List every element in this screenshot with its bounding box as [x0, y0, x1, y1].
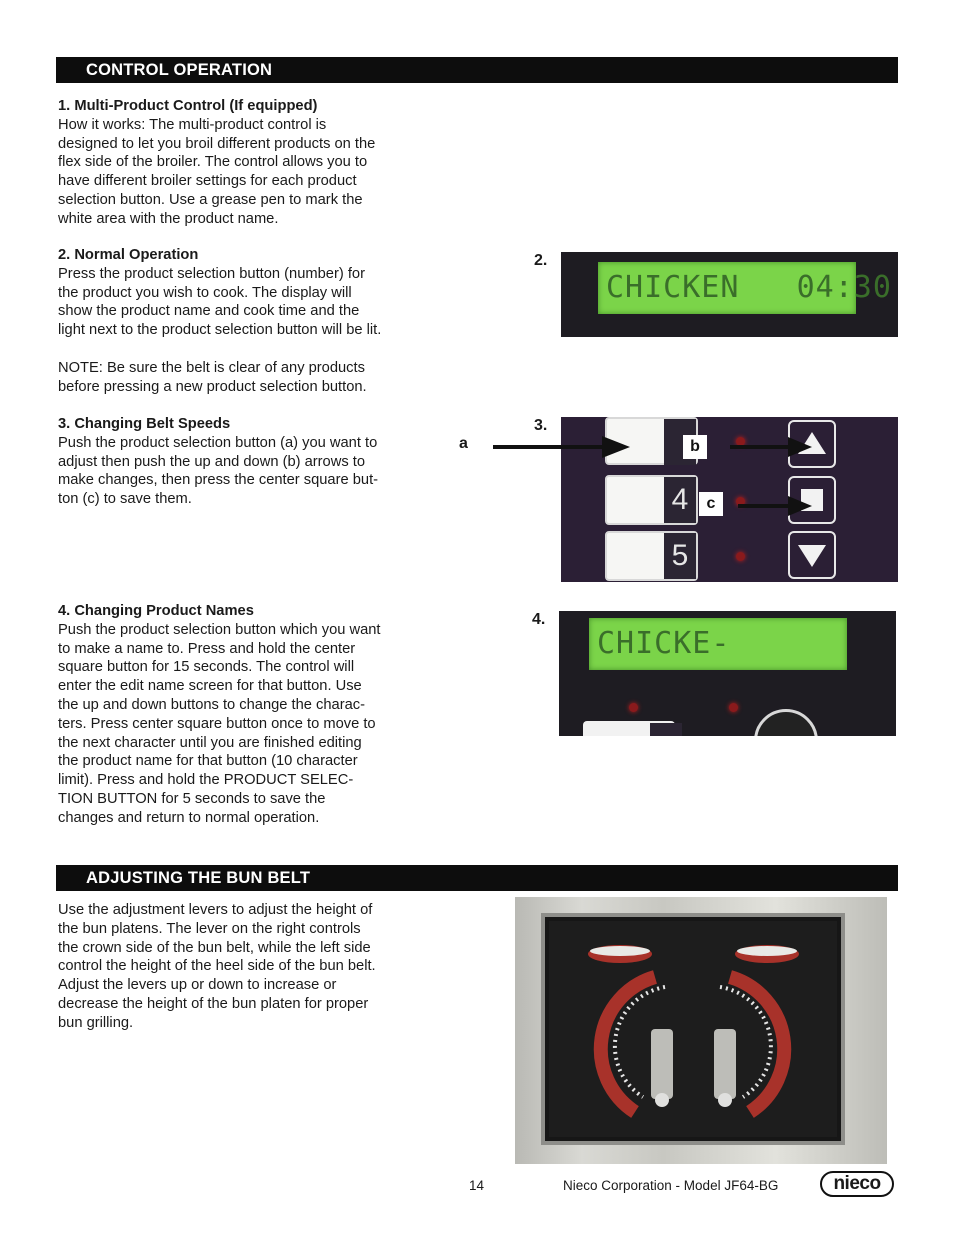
- footer-company-model: Nieco Corporation - Model JF64-BG: [563, 1178, 779, 1193]
- item-heading: 2. Normal Operation: [58, 247, 199, 263]
- item-changing-product-names: [58, 602, 410, 828]
- section-header-adjusting-bun-belt: [56, 865, 898, 891]
- indicator-led: [629, 703, 638, 712]
- item-normal-operation: [58, 246, 410, 396]
- nieco-logo: [820, 1171, 894, 1197]
- indicator-led: [729, 703, 738, 712]
- bun-belt-body: Use the adjustment levers to adjust the height of the bun platens. The lever on the right controls the crown side of the bun belt, while the left side control the height of the heel side of the bun belt. Adjust the levers up or down to increase or decrease the height of the bun platen for proper bun grilling.: [58, 902, 376, 1031]
- lcd-screen: [598, 262, 892, 314]
- callout-c-box: c: [699, 492, 723, 516]
- figure-number-3: 3.: [534, 417, 548, 434]
- item-body: Push the product selection button which you want to make a name to. Press and hold the center square button for 15 seconds. The control will enter the edit name screen for that button. Use the up and down buttons to change the charac- ters. Press center square button once to move to the next character until you are finished editing the product name for that button (10 character limit). Press and hold the PRODUCT SELEC- TION BUTTON for 5 seconds to save the changes and return to normal operation.: [58, 621, 381, 826]
- bun-belt-description: [58, 901, 410, 1033]
- callout-a-label: a: [459, 435, 468, 452]
- callout-arrows: [490, 425, 830, 525]
- section-title: ADJUSTING THE BUN BELT: [86, 869, 311, 887]
- indicator-led: [736, 552, 745, 561]
- item-body: How it works: The multi-product control is designed to let you broil different products on the flex side of the broiler. The control allows you to have different broiler settings for each product selection button. Use a grease pen to mark the white area with the product name.: [58, 116, 376, 227]
- down-arrow-icon: [790, 533, 834, 577]
- item-changing-belt-speeds: [58, 415, 410, 509]
- button-number: 5: [664, 533, 696, 579]
- button-number-area: [650, 723, 682, 736]
- callout-b-box: b: [683, 435, 707, 459]
- figure-number-2: 2.: [534, 252, 548, 269]
- logo-text: nieco: [833, 1173, 881, 1194]
- item-heading: 3. Changing Belt Speeds: [58, 416, 231, 432]
- item-body: Press the product selection button (number) for the product you wish to cook. The display will show the product name and cook time and the light next to the product selection button will be lit. NOTE: Be sure the belt is clear of any products before pressing a new product selection button.: [58, 265, 382, 395]
- down-arrow-button: [788, 531, 836, 579]
- item-heading: 1. Multi-Product Control (If equipped): [58, 98, 318, 114]
- item-multi-product-control: [58, 97, 410, 229]
- item-heading: 4. Changing Product Names: [58, 603, 254, 619]
- item-body: Push the product selection button (a) you want to adjust then push the up and down (b) arrows to make changes, then press the center square but- ton (c) to save them.: [58, 434, 379, 508]
- product-selection-button-5: [605, 531, 698, 581]
- lcd-screen: [589, 618, 847, 670]
- knob-icon: [754, 709, 818, 736]
- adjustment-panel-illustration: [515, 897, 887, 1164]
- lcd-text: CHICKEN 04:30: [606, 270, 892, 305]
- lcd-text: CHICKE-: [597, 626, 731, 661]
- page-number: 14: [469, 1178, 485, 1193]
- section-header-control-operation: [56, 57, 898, 83]
- bun-belt-adjustment-photo: [515, 897, 887, 1164]
- section-title: CONTROL OPERATION: [86, 61, 273, 79]
- arrow-a-icon: [493, 436, 630, 458]
- figure-lcd-display-edit: [559, 611, 896, 736]
- arrow-b-icon: [730, 437, 812, 457]
- figure-lcd-display-normal: [561, 252, 898, 337]
- figure-number-4: 4.: [532, 611, 546, 628]
- button-number: 4: [664, 477, 696, 523]
- arrow-c-icon: [738, 496, 812, 516]
